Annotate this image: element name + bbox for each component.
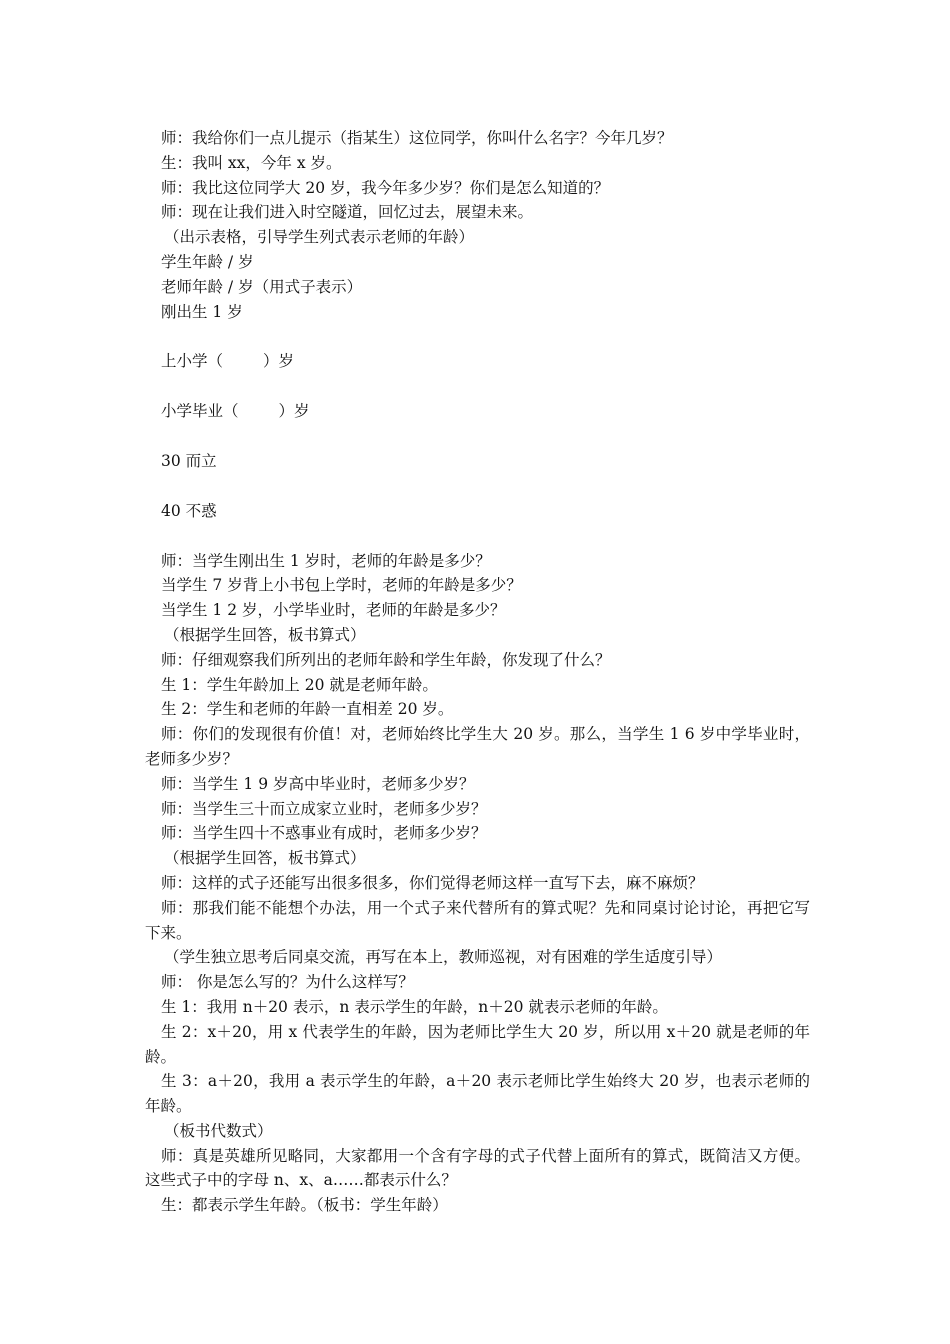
text-line: 当学生 7 岁背上小书包上学时，老师的年龄是多少？ xyxy=(161,576,522,595)
table-row-label: 40 不惑 xyxy=(161,501,217,520)
table-row-label: 刚出生 1 岁 xyxy=(161,302,243,321)
table-row-label xyxy=(145,399,810,424)
table-row-label: 30 而立 xyxy=(161,451,217,470)
text-line: 生 2：学生和老师的年龄一直相差 20 岁。 xyxy=(161,700,454,719)
row-label-start: 上小学（ xyxy=(161,352,224,371)
text-line: 生：我叫 xx，今年 x 岁。 xyxy=(161,153,342,172)
text-paragraph: 师：你们的发现很有价值！对，老师始终比学生大 20 岁。那么，当学生 1 6 岁中学毕业时，老师多少岁？ xyxy=(145,725,810,768)
lesson-transcript xyxy=(145,126,810,1218)
text-paragraph: 生 2：x＋20，用 x 代表学生的年龄，因为老师比学生大 20 岁，所以用 x＋20 就是老师的年龄。 xyxy=(145,1022,810,1066)
text-line: 当学生 1 2 岁，小学毕业时，老师的年龄是多少？ xyxy=(161,601,506,620)
text-line: 生：都表示学生年龄。（板书：学生年龄） xyxy=(161,1196,448,1215)
row-label-start: 小学毕业（ xyxy=(161,402,239,421)
text-line: 师：当学生 1 9 岁高中毕业时，老师多少岁？ xyxy=(161,774,475,793)
text-paragraph: 师：真是英雄所见略同，大家都用一个含有字母的式子代替上面所有的算式，既简洁又方便。这些式子中的字母 n、x、a……都表示什么？ xyxy=(145,1146,810,1190)
text-line: 师： 你是怎么写的？为什么这样写？ xyxy=(161,973,414,992)
text-line: （出示表格，引导学生列式表示老师的年龄） xyxy=(164,228,475,247)
text-paragraph: 师：那我们能不能想个办法，用一个式子来代替所有的算式呢？先和同桌讨论讨论，再把它写下来。 xyxy=(145,898,810,942)
text-line: （根据学生回答，板书算式） xyxy=(164,625,366,644)
text-line: （板书代数式） xyxy=(164,1121,273,1140)
table-header-student-age: 学生年龄 / 岁 xyxy=(161,252,254,271)
text-paragraph: 生 3：a＋20，我用 a 表示学生的年龄，a＋20 表示老师比学生始终大 20 岁，也表示老师的年龄。 xyxy=(145,1072,810,1116)
text-line: （学生独立思考后同桌交流，再写在本上，教师巡视，对有困难的学生适度引导） xyxy=(164,948,723,967)
row-label-end: ）岁 xyxy=(263,352,295,371)
text-line: （根据学生回答，板书算式） xyxy=(164,849,366,868)
text-line: 师：当学生三十而立成家立业时，老师多少岁？ xyxy=(161,799,487,818)
text-line: 师：我比这位同学大 20 岁，我今年多少岁？你们是怎么知道的？ xyxy=(161,178,610,197)
text-line: 师：当学生四十不惑事业有成时，老师多少岁？ xyxy=(161,824,487,843)
text-line: 师：现在让我们进入时空隧道，回忆过去，展望未来。 xyxy=(161,203,534,222)
table-header-teacher-age: 老师年龄 / 岁（用式子表示） xyxy=(161,277,363,296)
table-row-label xyxy=(145,349,810,374)
text-line: 师：我给你们一点儿提示（指某生）这位同学，你叫什么名字？今年几岁？ xyxy=(161,129,673,147)
text-line: 师：仔细观察我们所列出的老师年龄和学生年龄，你发现了什么？ xyxy=(161,650,611,669)
text-line: 生 1：学生年龄加上 20 就是老师年龄。 xyxy=(161,675,438,694)
text-line: 师：这样的式子还能写出很多很多，你们觉得老师这样一直写下去，麻不麻烦？ xyxy=(161,873,704,892)
row-label-end: ）岁 xyxy=(278,402,310,421)
text-line: 师：当学生刚出生 1 岁时，老师的年龄是多少？ xyxy=(161,551,491,570)
text-line: 生 1：我用 n＋20 表示，n 表示学生的年龄，n＋20 就表示老师的年龄。 xyxy=(161,997,668,1016)
